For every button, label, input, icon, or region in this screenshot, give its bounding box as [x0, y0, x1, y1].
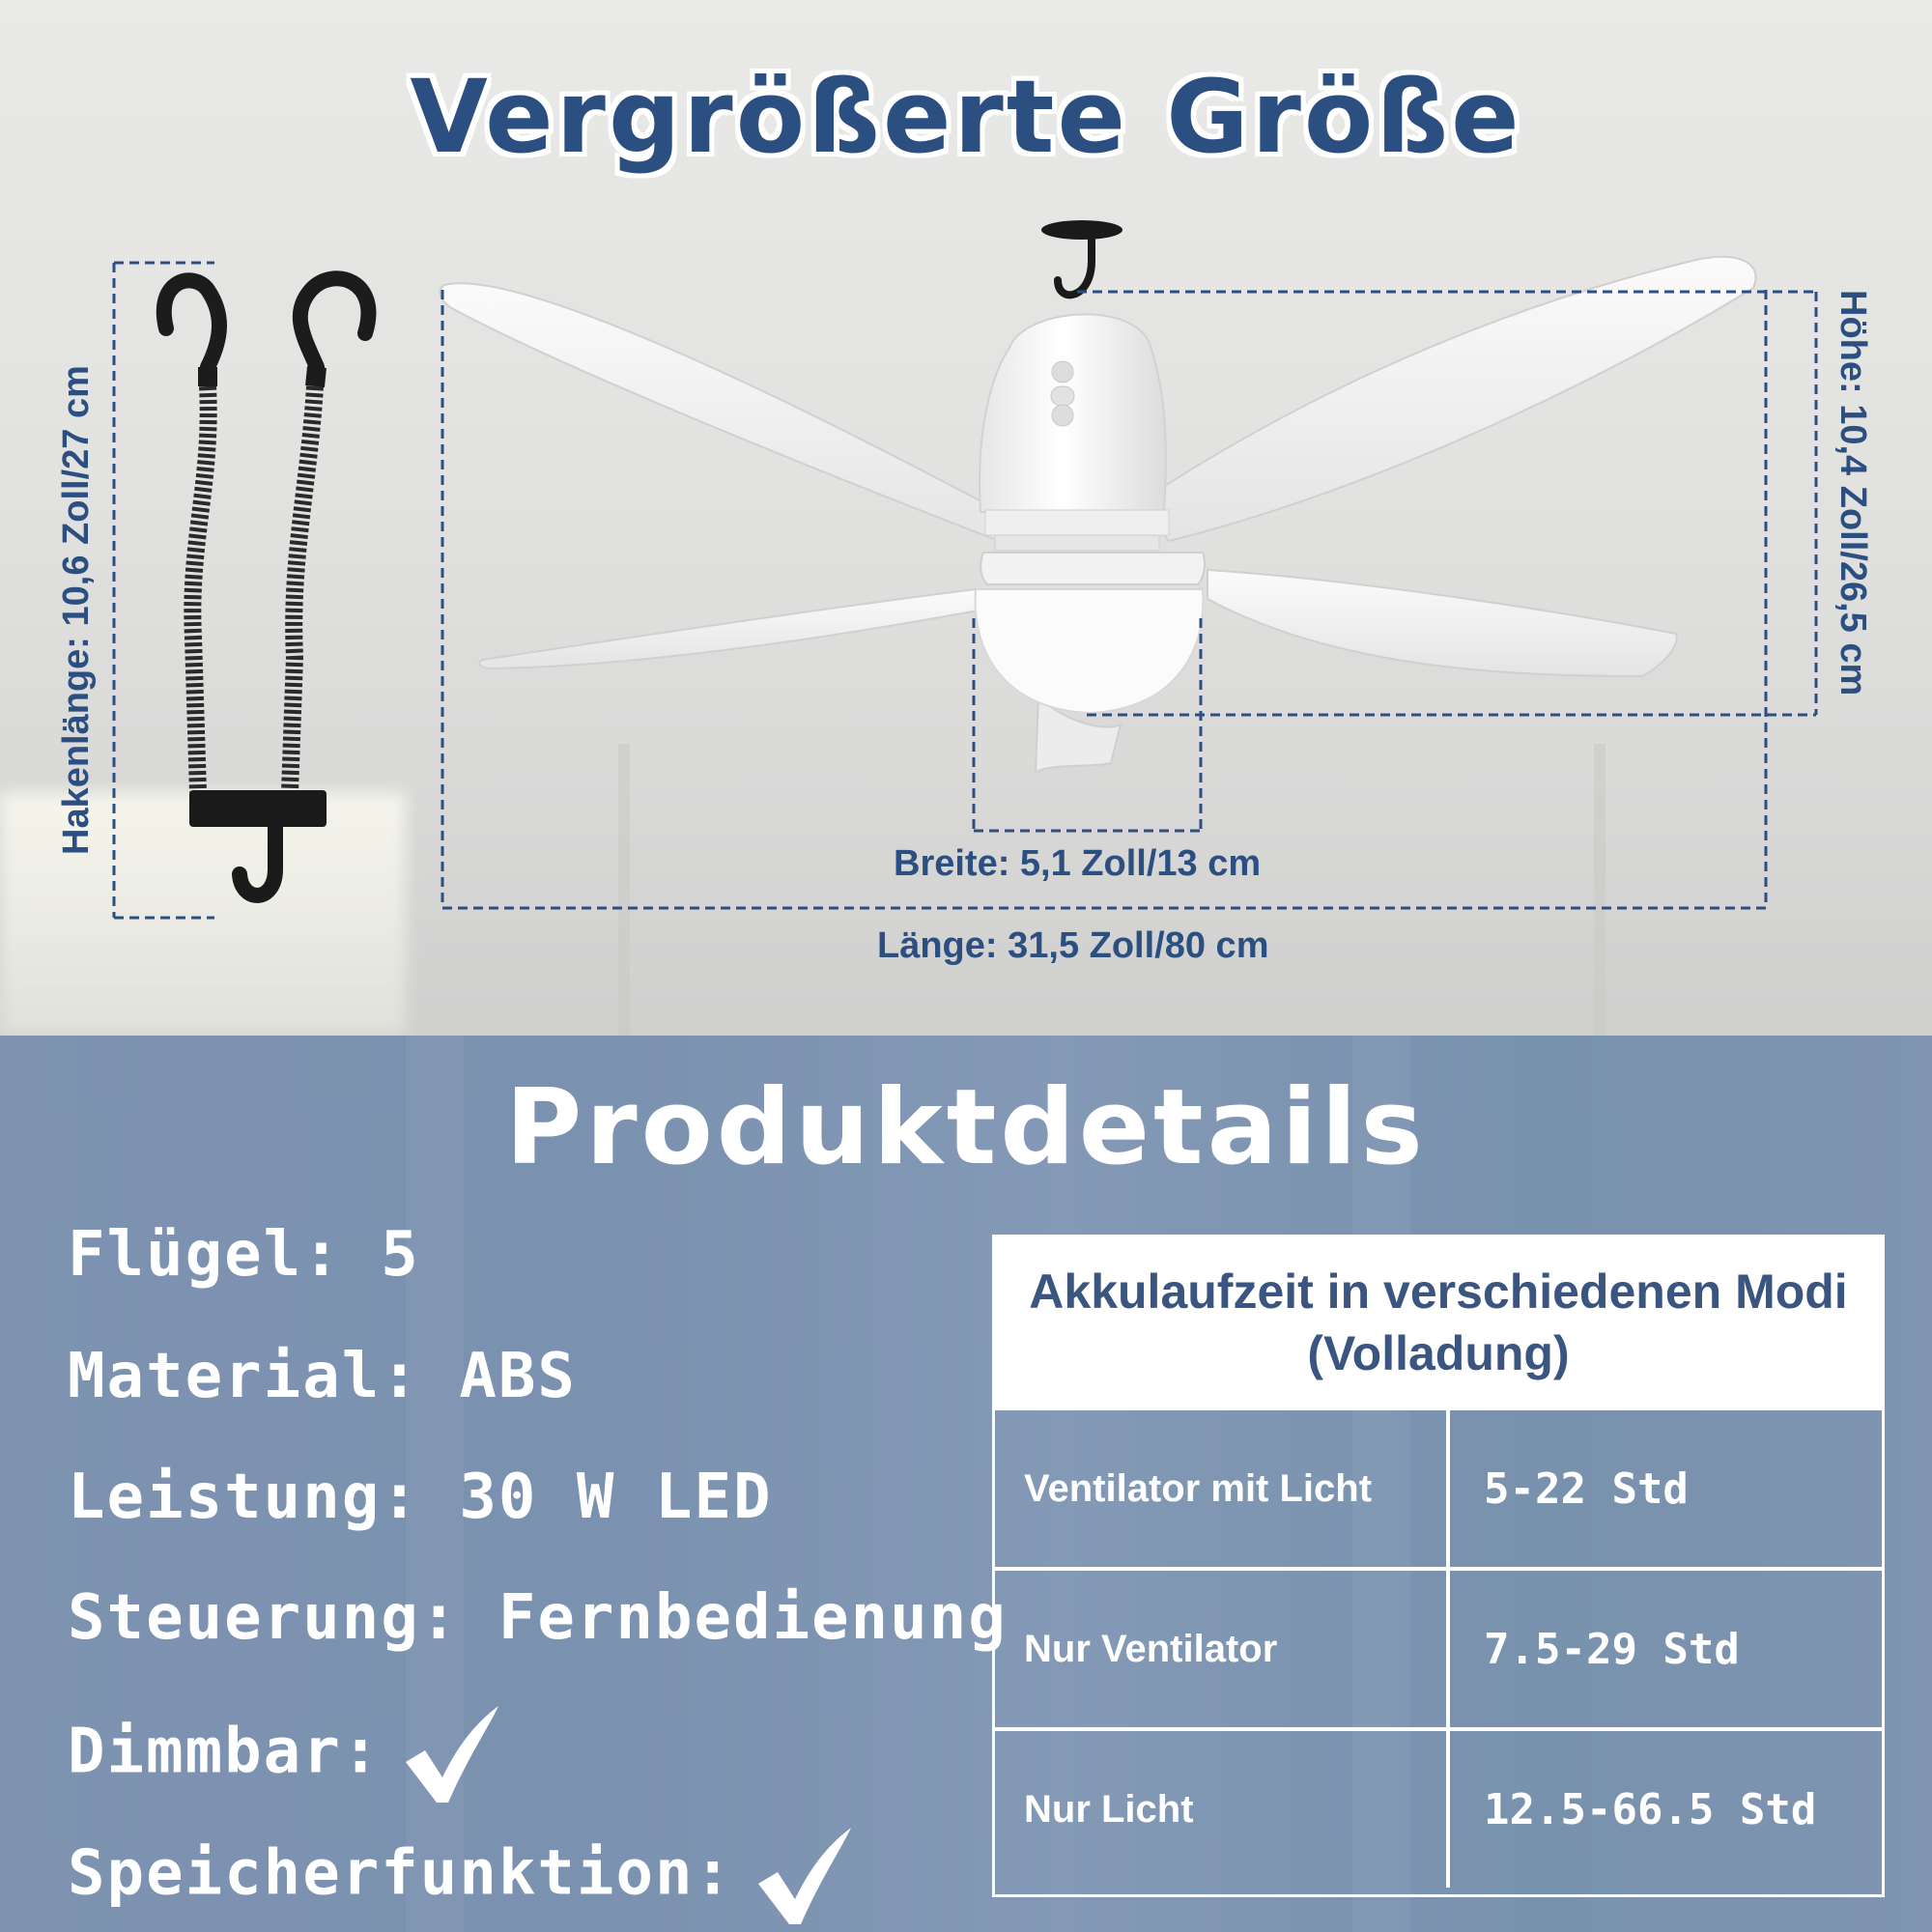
- cell-divider: [1446, 1410, 1450, 1567]
- spec-memory-label: Speicherfunktion:: [68, 1837, 734, 1910]
- battery-runtime-table: [992, 1235, 1885, 1897]
- spec-material: Material: ABS: [68, 1341, 577, 1412]
- spec-blades: Flügel: 5: [68, 1219, 420, 1291]
- length-label: Länge: 31,5 Zoll/80 cm: [877, 925, 1269, 966]
- table-row: [995, 1727, 1882, 1888]
- spec-power: Leistung: 30 W LED: [68, 1462, 773, 1533]
- hook-length-label: Hakenlänge: 10,6 Zoll/27 cm: [56, 365, 97, 855]
- width-label: Breite: 5,1 Zoll/13 cm: [894, 843, 1262, 884]
- runtime-cell: 5-22 Std: [1484, 1463, 1689, 1514]
- table-header: [995, 1237, 1882, 1406]
- hook-accessory: [164, 278, 369, 895]
- ceiling-mount: [1041, 220, 1122, 295]
- mode-cell: Nur Licht: [1024, 1787, 1194, 1831]
- checkmark-icon: [398, 1702, 504, 1808]
- table-row: [995, 1567, 1882, 1727]
- runtime-cell: 12.5-66.5 Std: [1484, 1784, 1817, 1834]
- checkmark-icon: [751, 1824, 857, 1930]
- table-row: [995, 1406, 1882, 1567]
- table-header-text: Akkulaufzeit in verschiedenen Modi (Volladung): [1029, 1264, 1848, 1380]
- spec-dimmable-label: Dimmbar:: [68, 1716, 382, 1788]
- mode-cell: Nur Ventilator: [1024, 1627, 1278, 1670]
- cell-divider: [1446, 1731, 1450, 1888]
- mode-cell: Ventilator mit Licht: [1024, 1466, 1373, 1510]
- spec-dimmable: [68, 1702, 504, 1808]
- spec-memory: [68, 1824, 857, 1930]
- spec-control: Steuerung: Fernbedienung: [68, 1582, 1008, 1654]
- page-title: Vergrößerte Größe: [410, 58, 1522, 176]
- cell-divider: [1446, 1571, 1450, 1727]
- height-label: Höhe: 10,4 Zoll/26,5 cm: [1833, 290, 1873, 696]
- runtime-cell: 7.5-29 Std: [1484, 1624, 1740, 1674]
- details-title: Produktdetails: [505, 1067, 1427, 1188]
